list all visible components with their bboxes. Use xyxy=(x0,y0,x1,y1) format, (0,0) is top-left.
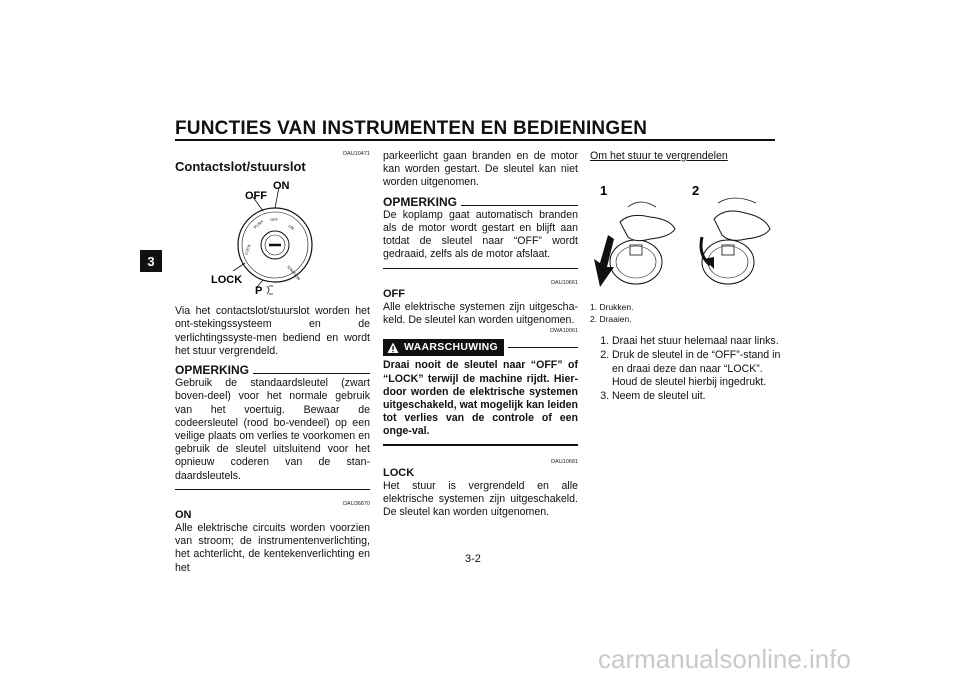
caption-item: 1. Drukken. xyxy=(590,302,634,313)
parking-light-icon xyxy=(267,286,273,294)
on-text: Alle elektrische circuits worden voorzien van stroom; de instrumentenverlichting, het achterlicht, de kentekenverlichting en het xyxy=(175,522,370,574)
lock-label: LOCK xyxy=(211,274,243,287)
lock-text: Het stuur is vergrendeld en alle elektrische systemen zijn uitgeschakeld. De sleutel kan worden uitgenomen. xyxy=(383,479,578,519)
off-text: Alle elektrische systemen zijn uitgescha-keld. De sleutel kan worden uitgenomen. xyxy=(383,300,578,327)
section-title: Om het stuur te vergrendelen xyxy=(590,150,728,162)
svg-text:IGNITION: IGNITION xyxy=(286,264,302,282)
ignition-switch-icon xyxy=(175,177,370,297)
on-label: ON xyxy=(273,180,290,193)
page-title: FUNCTIES VAN INSTRUMENTEN EN BEDIENINGEN xyxy=(175,118,648,139)
note-header xyxy=(175,364,370,377)
reference-code: DWA10061 xyxy=(550,328,578,335)
watermark-url: carmanualsonline.info xyxy=(598,644,851,674)
caption-item: 2. Draaien. xyxy=(590,314,632,325)
note-end-rule xyxy=(175,489,370,490)
reference-code: DAU36870 xyxy=(343,500,370,507)
push-arrow-icon xyxy=(594,235,614,287)
svg-text:ON: ON xyxy=(287,223,296,232)
intro-text: Via het contactslot/stuurslot worden het ont-stekingssysteem en de verlichtingssyste-men bediend en wordt het stuur vergrendeld. xyxy=(175,305,370,357)
note-header xyxy=(383,196,578,209)
on-heading: ON xyxy=(175,508,192,521)
note-text: Gebruik de standaardsleutel (zwart boven-deel) voor het normale gebruik van het voertuig. Bewaar de codeersleutel (rood bo-vendeel) op een veilige plaats om verlies te voorkomen en gebruik de sleutel uitsluitend voor het opnieuw coderen van de stan-daardsleutels. xyxy=(175,377,370,482)
section-heading: Contactslot/stuurslot xyxy=(175,159,306,174)
steering-lock-figure xyxy=(590,167,785,297)
warning-triangle-icon xyxy=(387,342,399,354)
note-rule xyxy=(253,373,370,374)
ignition-switch-diagram xyxy=(175,177,370,297)
steps-list xyxy=(590,335,785,403)
warning-header xyxy=(383,339,578,356)
key-push-turn-illustration xyxy=(590,167,785,297)
warning-text: Draai nooit de sleutel naar “OFF” of “LOCK” terwijl de machine rijdt. Hier-door worden de elektrische systemen uitgeschakeld, wat mogelijk kan leiden tot verlies van de controle of een onge-val. xyxy=(383,359,578,438)
warning-label: WAARSCHUWING xyxy=(404,341,499,354)
step-item: 1. Draai het stuur helemaal naar links. xyxy=(612,335,785,348)
reference-code: DAU10471 xyxy=(343,151,370,157)
note-rule xyxy=(461,205,578,206)
lock-heading: LOCK xyxy=(383,466,415,479)
warning-badge xyxy=(383,339,504,356)
reference-code: DAU10681 xyxy=(551,458,578,465)
off-heading: OFF xyxy=(383,287,405,300)
chapter-tab: 3 xyxy=(140,250,162,272)
park-label: P xyxy=(255,285,263,298)
column-3 xyxy=(590,150,785,404)
step-item: 2. Druk de sleutel in de “OFF”-stand in en draai deze dan naar “LOCK”. Houd de sleutel hierbij ingedrukt. xyxy=(612,349,785,389)
column-1 xyxy=(175,150,370,575)
note-text: De koplamp gaat automatisch branden als de motor wordt gestart en blijft aan totdat de sleutel naar “OFF” wordt gedraaid, zelfs als de motor afslaat. xyxy=(383,208,578,261)
page-number: 3-2 xyxy=(465,553,481,565)
figure-label-2: 2 xyxy=(692,183,700,199)
svg-text:LOCK: LOCK xyxy=(243,243,252,256)
column-2 xyxy=(383,150,578,519)
note-label: OPMERKING xyxy=(383,194,458,209)
warning-end-rule xyxy=(383,444,578,446)
figure-captions xyxy=(590,301,785,325)
off-label: OFF xyxy=(245,190,267,203)
warning-rule xyxy=(508,347,578,348)
continued-text: parkeerlicht gaan branden en de motor kan worden gestart. De sleutel kan niet worden uitgenomen. xyxy=(383,150,578,189)
note-label: OPMERKING xyxy=(175,363,250,378)
step-item: 3. Neem de sleutel uit. xyxy=(612,390,785,403)
svg-text:OFF: OFF xyxy=(270,217,278,223)
reference-code: DAU10661 xyxy=(551,279,578,286)
figure-label-1: 1 xyxy=(600,183,608,199)
svg-text:PUSH: PUSH xyxy=(252,218,265,230)
note-end-rule xyxy=(383,268,578,269)
title-rule xyxy=(175,139,775,141)
